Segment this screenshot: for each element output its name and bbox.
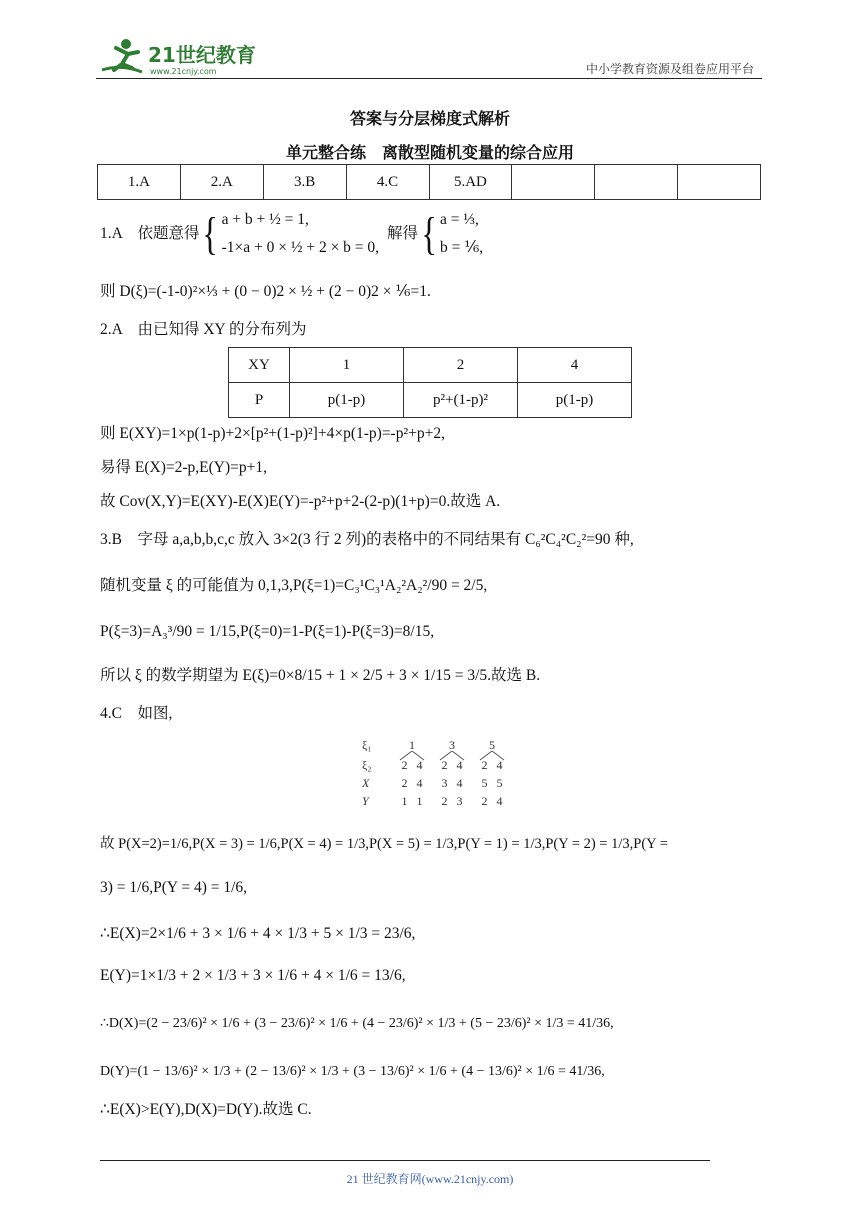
header-divider xyxy=(96,78,762,79)
tree-node: 5 5 xyxy=(481,776,503,790)
footer-link[interactable]: 21 世纪教育网(www.21cnjy.com) xyxy=(346,1172,514,1186)
answer-cell xyxy=(678,165,761,200)
tree-node: 1 xyxy=(409,738,415,752)
dist-cell: P xyxy=(229,383,290,418)
q2-lead: 2.A 由已知得 XY 的分布列为 xyxy=(100,321,307,338)
answer-cell: 3.B xyxy=(263,165,346,200)
q1-eq2: -1×a + 0 × ½ + 2 × b = 0, xyxy=(221,239,380,257)
left-brace-icon: { xyxy=(421,208,437,260)
q4-line7: ∴E(X)>E(Y),D(X)=D(Y).故选 C. xyxy=(100,1101,312,1118)
footer-divider xyxy=(100,1160,710,1161)
tree-node: 2 4 xyxy=(441,758,463,772)
q4-line2: 3) = 1/6,P(Y = 4) = 1/6, xyxy=(100,879,248,896)
q2-line1: 则 E(XY)=1×p(1-p)+2×[p²+(1-p)²]+4×p(1-p)=-p²+p+2, xyxy=(100,425,445,442)
q4-lead: 4.C 如图, xyxy=(100,705,173,722)
q4-line3: ∴E(X)=2×1/6 + 3 × 1/6 + 4 × 1/3 + 5 × 1/3 = 23/6, xyxy=(100,925,416,942)
q2-line2: 易得 E(X)=2-p,E(Y)=p+1, xyxy=(100,459,267,476)
q1-system xyxy=(100,206,483,262)
page-subtitle: 单元整合练 离散型随机变量的综合应用 xyxy=(285,143,574,162)
q4-line4: E(Y)=1×1/3 + 2 × 1/3 + 3 × 1/6 + 4 × 1/6 = 13/6, xyxy=(100,967,406,984)
q3-line2: 随机变量 ξ 的可能值为 0,1,3,P(ξ=1)=C₃¹C₃¹A₂²A₂²/90 = 2/5, xyxy=(100,577,488,594)
dist-cell: p²+(1-p)² xyxy=(404,383,518,418)
q1-variance: 则 D(ξ)=(-1-0)²×⅓ + (0 − 0)2 × ½ + (2 − 0)2 × ⅙=1. xyxy=(100,283,431,300)
q4-line6: D(Y)=(1 − 13/6)² × 1/3 + (2 − 13/6)² × 1/3 + (3 − 13/6)² × 1/6 + (4 − 13/6)² × 1/6 = 41/36, xyxy=(100,1064,605,1079)
tree-node: 1 1 xyxy=(401,794,423,808)
q1-solve: 解得 xyxy=(386,225,418,242)
tree-node: 3 xyxy=(449,738,455,752)
tree-node: 2 4 xyxy=(401,776,423,790)
q1-sol1: a = ⅓, xyxy=(440,211,479,229)
q4-line1: 故 P(X=2)=1/6,P(X = 3) = 1/6,P(X = 4) = 1/3,P(X = 5) = 1/3,P(Y = 1) = 1/3,P(Y = 2) = 1/3,P(Y = xyxy=(100,836,668,852)
dist-header-cell: 2 xyxy=(404,348,518,383)
answer-cell: 4.C xyxy=(346,165,429,200)
logo-text: 21世纪教育 xyxy=(148,43,256,67)
tree-node: 2 4 xyxy=(481,794,503,808)
platform-label: 中小学教育资源及组卷应用平台 xyxy=(585,62,754,76)
q1-eq1: a + b + ½ = 1, xyxy=(221,211,309,229)
distribution-table xyxy=(228,347,632,418)
site-logo xyxy=(92,34,262,78)
dist-cell: p(1-p) xyxy=(290,383,404,418)
dist-header-cell: XY xyxy=(229,348,290,383)
q3-line3: P(ξ=3)=A₃³/90 = 1/15,P(ξ=0)=1-P(ξ=1)-P(ξ=3)=8/15, xyxy=(100,623,435,640)
dist-cell: p(1-p) xyxy=(518,383,632,418)
tree-label: X xyxy=(362,776,370,790)
tree-node: 2 4 xyxy=(401,758,423,772)
dist-header-cell: 1 xyxy=(290,348,404,383)
tree-label: Y xyxy=(362,794,369,808)
q3-line4: 所以 ξ 的数学期望为 E(ξ)=0×8/15 + 1 × 2/5 + 3 × 1/15 = 3/5.故选 B. xyxy=(100,667,541,684)
answer-cell xyxy=(595,165,678,200)
left-brace-icon: { xyxy=(202,208,219,260)
tree-node: 2 4 xyxy=(481,758,503,772)
answer-cell: 2.A xyxy=(180,165,263,200)
tree-label: ξ₁ xyxy=(362,738,372,752)
q1-lead: 1.A 依题意得 xyxy=(100,225,200,242)
answer-cell: 5.AD xyxy=(429,165,512,200)
tree-node: 2 3 xyxy=(441,794,463,808)
tree-node: 3 4 xyxy=(441,776,463,790)
tree-diagram xyxy=(362,738,502,812)
answer-cell: 1.A xyxy=(98,165,181,200)
page-title: 答案与分层梯度式解析 xyxy=(349,109,510,128)
q1-solutions xyxy=(440,206,483,262)
tree-label: ξ₂ xyxy=(362,758,372,772)
answer-cell xyxy=(512,165,595,200)
q3-line1: 3.B 字母 a,a,b,b,c,c 放入 3×2(3 行 2 列)的表格中的不同结果有 C₆²C₄²C₂²=90 种, xyxy=(100,531,634,548)
q2-line3: 故 Cov(X,Y)=E(XY)-E(X)E(Y)=-p²+p+2-(2-p)(1+p)=0.故选 A. xyxy=(100,493,501,510)
logo-url: www.21cnjy.com xyxy=(150,67,217,76)
q1-equations xyxy=(222,206,380,262)
tree-node: 5 xyxy=(489,738,495,752)
q4-line5: ∴D(X)=(2 − 23/6)² × 1/6 + (3 − 23/6)² × 1/6 + (4 − 23/6)² × 1/3 + (5 − 23/6)² × 1/3 = 41/36, xyxy=(100,1016,614,1031)
dist-header-cell: 4 xyxy=(518,348,632,383)
q1-sol2: b = ⅙, xyxy=(440,239,484,257)
answer-table xyxy=(97,164,761,200)
